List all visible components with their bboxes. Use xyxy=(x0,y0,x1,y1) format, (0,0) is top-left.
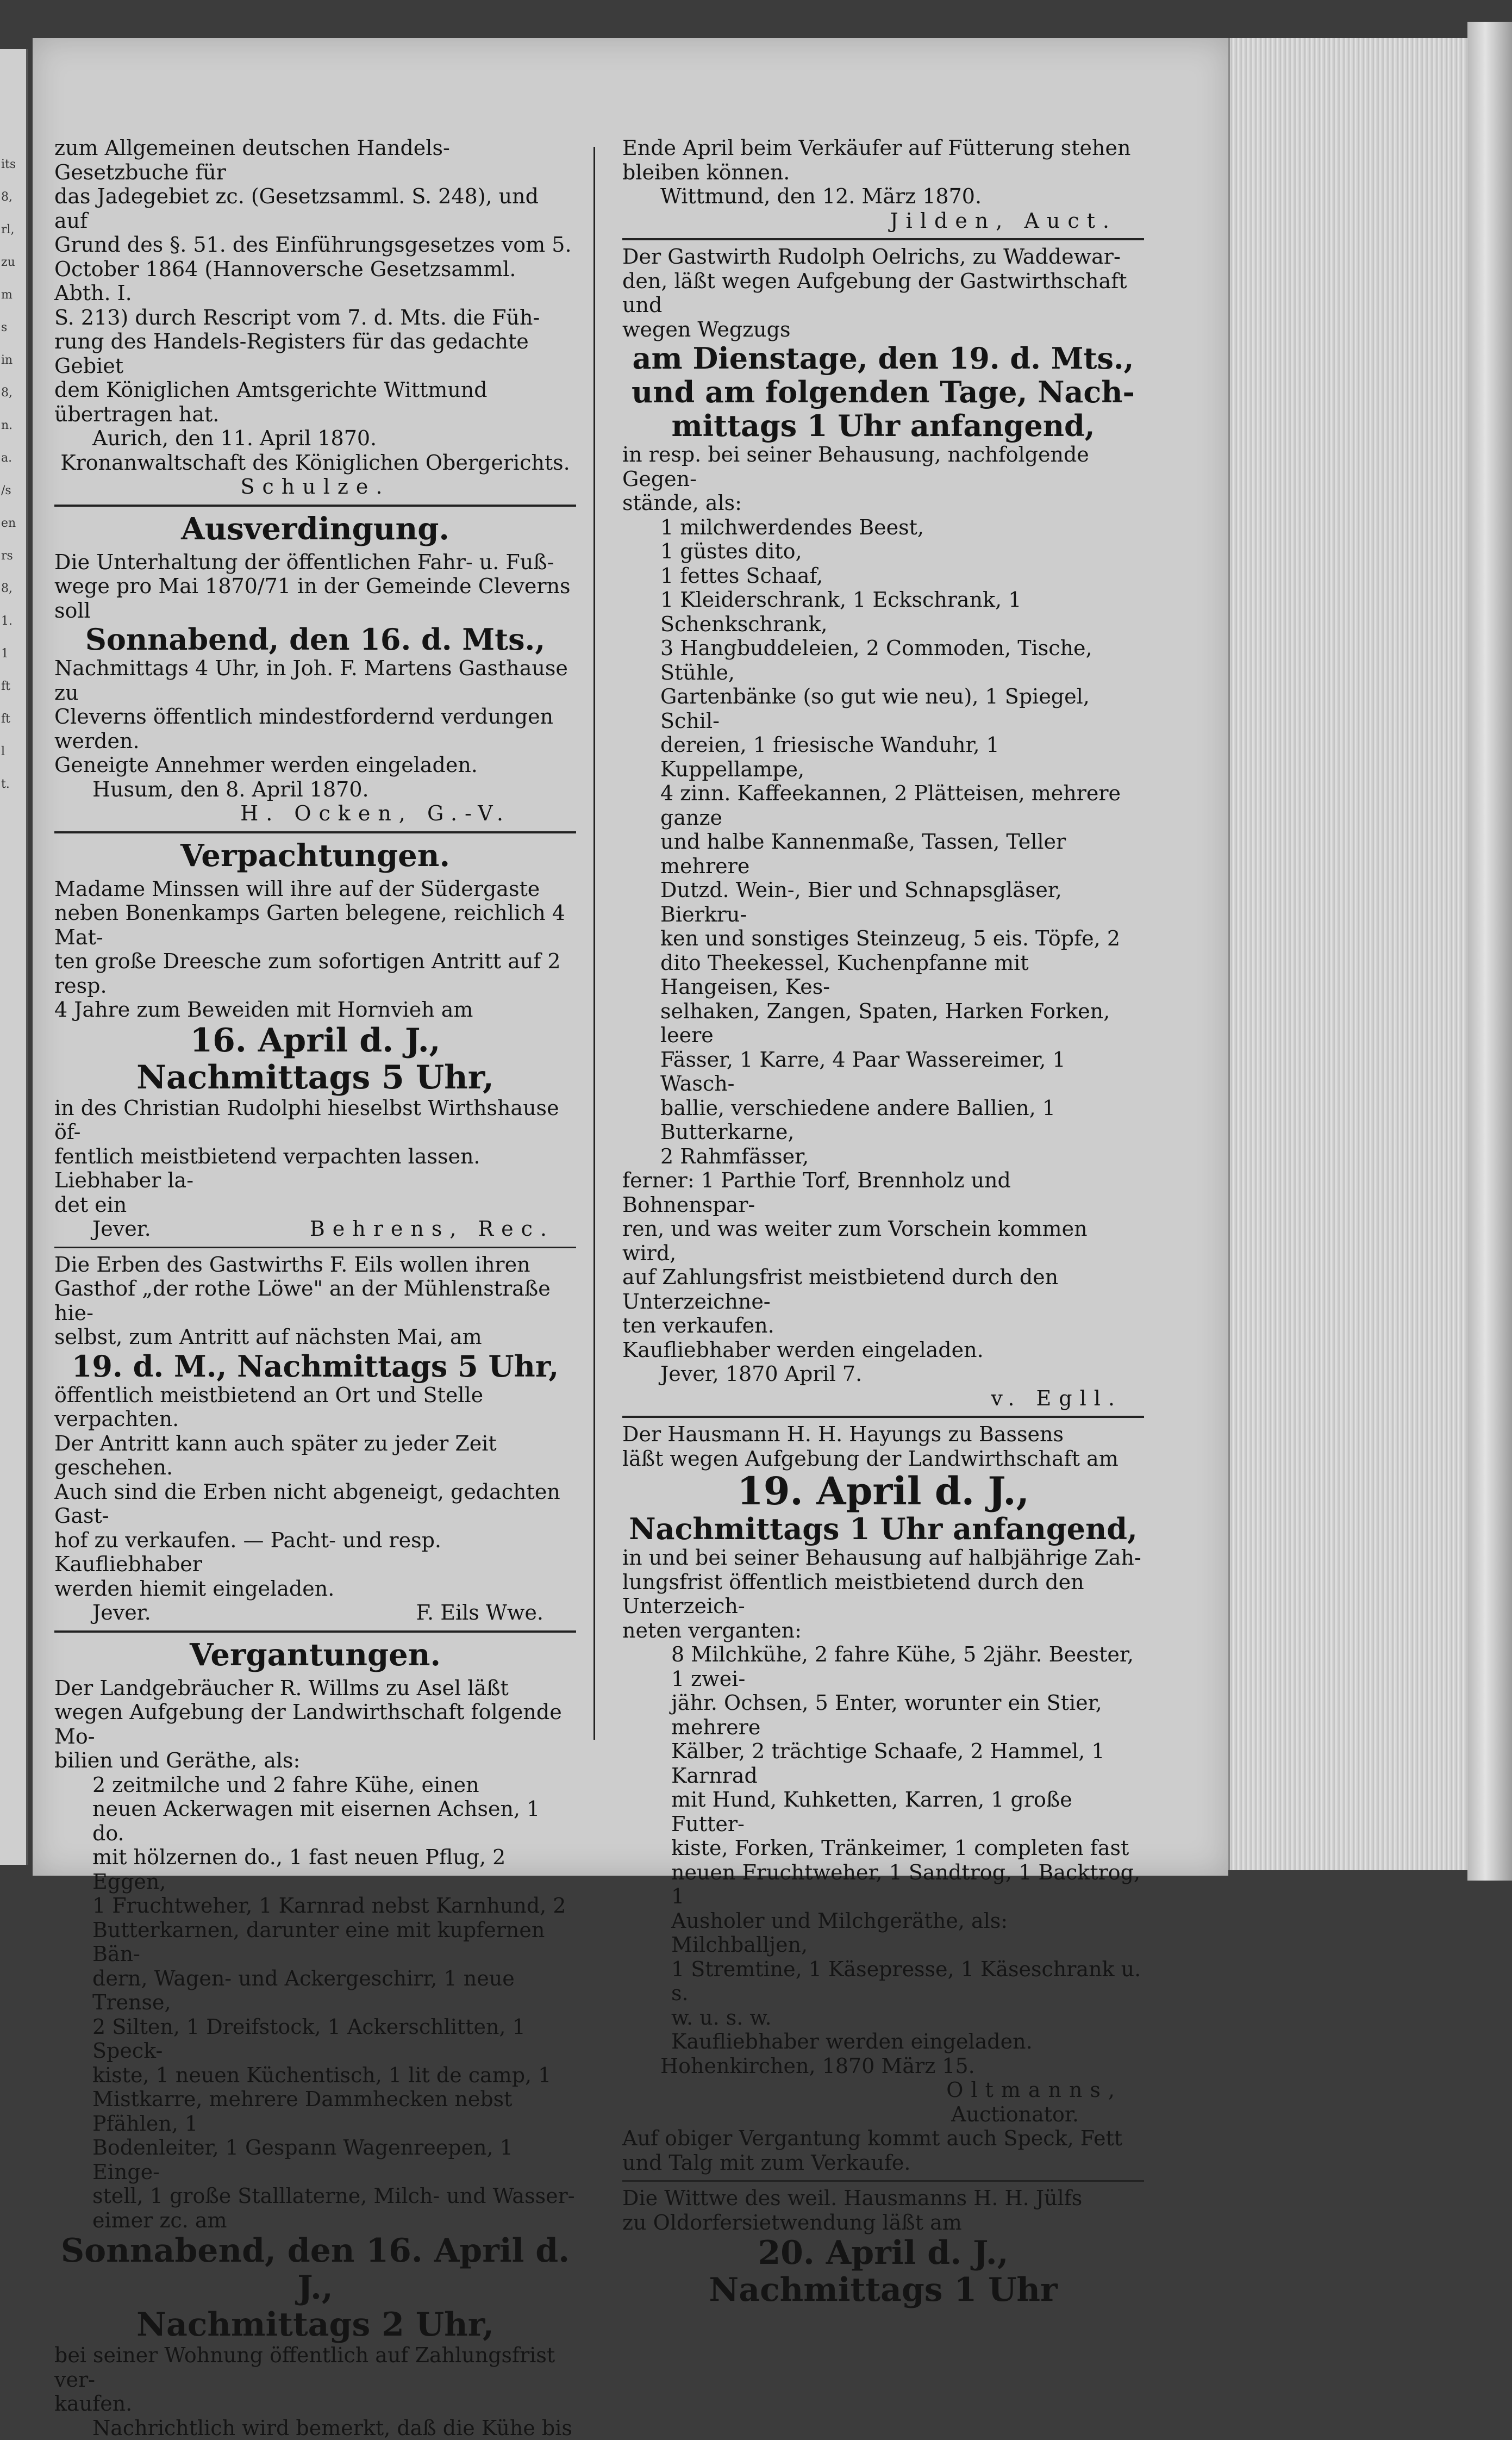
text-line: w. u. s. w. xyxy=(671,2006,1144,2030)
text-line: wegen Aufgebung der Landwirthschaft folgende Mo- xyxy=(54,1700,576,1748)
text-line: dereien, 1 friesische Wanduhr, 1 Kuppellampe, xyxy=(660,733,1144,781)
text-line: 1 fettes Schaaf, xyxy=(660,564,1144,588)
text-line: werden hiemit eingeladen. xyxy=(54,1577,576,1601)
margin-fragment: s xyxy=(1,321,7,334)
text-line: Nachmittags 4 Uhr, in Joh. F. Martens Gasthause zu xyxy=(54,656,576,705)
continuation-place-date: Wittmund, den 12. März 1870. xyxy=(622,184,1144,209)
verpachtungen-place: Jever. xyxy=(92,1217,151,1241)
text-line: 2 zeitmilche und 2 fahre Kühe, einen xyxy=(92,1773,576,1797)
text-line: Ausholer und Milchgeräthe, als: Milchballjen, xyxy=(671,1909,1144,1957)
text-line: übertragen hat. xyxy=(54,402,576,427)
text-line: kaufen. xyxy=(54,2392,576,2416)
eils-section xyxy=(54,1253,576,1625)
margin-fragment: en xyxy=(1,516,16,530)
text-line: stell, 1 große Stalllaterne, Milch- und Wasser- xyxy=(92,2184,576,2208)
section-separator xyxy=(54,1630,576,1633)
newspaper-page xyxy=(33,38,1228,1876)
hayungs-text xyxy=(622,1422,1144,1471)
section-separator xyxy=(622,238,1144,240)
verpachtungen-signature: Behrens, Rec. xyxy=(310,1217,576,1241)
vergantungen-time: Nachmittags 2 Uhr, xyxy=(54,2306,576,2343)
margin-fragment: /s xyxy=(1,484,11,497)
text-line: neten verganten: xyxy=(622,1619,1144,1643)
section-separator xyxy=(622,1416,1144,1418)
text-line: selhaken, Zangen, Spaten, Harken Forken, leere xyxy=(660,999,1144,1048)
text-line: stände, als: xyxy=(622,491,1144,515)
text-line: dito Theekessel, Kuchenpfanne mit Hangeisen, Kes- xyxy=(660,951,1144,999)
intro-signature: Schulze. xyxy=(54,475,576,499)
ausverdingung-section xyxy=(54,511,576,826)
text-line: neben Bonenkamps Garten belegene, reichlich 4 Mat- xyxy=(54,901,576,949)
text-line: 1 Stremtine, 1 Käsepresse, 1 Käseschrank u. s. xyxy=(671,1957,1144,2006)
text-line: in und bei seiner Behausung auf halbjährige Zah- xyxy=(622,1546,1144,1570)
text-line: Die Unterhaltung der öffentlichen Fahr- u. Fuß- xyxy=(54,550,576,575)
oelrichs-text xyxy=(622,245,1144,341)
text-line: 2 Rahmfässer, xyxy=(660,1144,1144,1169)
eils-text xyxy=(54,1253,576,1349)
margin-fragment: 1 xyxy=(1,647,9,661)
text-line: Kälber, 2 trächtige Schaafe, 2 Hammel, 1 Karnrad xyxy=(671,1739,1144,1788)
verpachtungen-text-2 xyxy=(54,1096,576,1217)
text-line: 1 Fruchtweher, 1 Karnrad nebst Karnhund, 2 xyxy=(92,1894,576,1918)
margin-fragment: l xyxy=(1,745,5,758)
text-line: Der Landgebräucher R. Willms zu Asel läßt xyxy=(54,1676,576,1701)
margin-fragment: zu xyxy=(1,256,15,269)
text-line: das Jadegebiet zc. (Gesetzsamml. S. 248), und auf xyxy=(54,184,576,233)
margin-fragment: ft xyxy=(1,680,10,693)
text-line: öffentlich meistbietend an Ort und Stelle verpachten. xyxy=(54,1383,576,1431)
vergantungen-text-2 xyxy=(54,2343,576,2416)
text-line: 8 Milchkühe, 2 fahre Kühe, 5 2jähr. Beester, 1 zwei- xyxy=(671,1642,1144,1691)
juelfs-text xyxy=(622,2186,1144,2234)
text-line: mit hölzernen do., 1 fast neuen Pflug, 2 Eggen, xyxy=(92,1845,576,1894)
text-line: 1 güstes dito, xyxy=(660,539,1144,564)
ausverdingung-signature: H. Ocken, G.-V. xyxy=(54,801,576,826)
oelrichs-signature: v. Egll. xyxy=(622,1386,1144,1411)
vergantungen-section xyxy=(54,1637,576,2440)
text-line: Fässer, 1 Karre, 4 Paar Wassereimer, 1 Wasch- xyxy=(660,1048,1144,1096)
section-separator xyxy=(54,505,576,507)
eils-text-2 xyxy=(54,1383,576,1601)
text-line: Bodenleiter, 1 Gespann Wagenreepen, 1 Einge- xyxy=(92,2136,576,2184)
margin-fragment: rl, xyxy=(1,223,15,236)
verpachtungen-footer xyxy=(54,1217,576,1241)
text-line: wird, xyxy=(622,1241,1144,1266)
text-line: S. 213) durch Rescript vom 7. d. Mts. die Füh- xyxy=(54,306,576,330)
margin-fragment: 8, xyxy=(1,582,13,595)
margin-fragment: rs xyxy=(1,549,13,563)
oelrichs-text-3 xyxy=(622,1265,1144,1362)
text-line: und am folgenden Tage, Nach- xyxy=(622,375,1144,409)
text-line: auf Zahlungsfrist meistbietend durch den Unterzeichne- xyxy=(622,1265,1144,1314)
continuation-text xyxy=(622,136,1144,184)
margin-fragment: its xyxy=(1,158,16,171)
text-line: ferner: 1 Parthie Torf, Brennholz und Bohnenspar- xyxy=(622,1168,1144,1217)
verpachtungen-section xyxy=(54,838,576,1241)
text-line: hof zu verkaufen. — Pacht- und resp. Kaufliebhaber xyxy=(54,1528,576,1577)
text-line: jähr. Ochsen, 5 Enter, worunter ein Stier, mehrere xyxy=(671,1691,1144,1739)
hayungs-section xyxy=(622,1422,1144,2175)
text-line: Gasthof „der rothe Löwe" an der Mühlenstraße hie- xyxy=(54,1277,576,1325)
oelrichs-items xyxy=(622,515,1144,1169)
text-line: Geneigte Annehmer werden eingeladen. xyxy=(54,753,576,777)
margin-fragment: m xyxy=(1,288,13,302)
text-line: Der Hausmann H. H. Hayungs zu Bassens xyxy=(622,1422,1144,1447)
vergantungen-items xyxy=(54,1773,576,2233)
margin-fragment: ft xyxy=(1,712,10,726)
eils-footer xyxy=(54,1601,576,1625)
juelfs-date: 20. April d. J., xyxy=(622,2234,1144,2271)
hayungs-signature: Oltmanns, xyxy=(622,2078,1144,2102)
text-line: in resp. bei seiner Behausung, nachfolgende Gegen- xyxy=(622,443,1144,491)
hayungs-place-date: Hohenkirchen, 1870 März 15. xyxy=(622,2054,1144,2078)
text-line: bei seiner Wohnung öffentlich auf Zahlungsfrist ver- xyxy=(54,2343,576,2392)
text-line: neuen Ackerwagen mit eisernen Achsen, 1 do. xyxy=(92,1797,576,1845)
text-line: zu Oldorfersietwendung läßt am xyxy=(622,2211,1144,2235)
previous-page-sliver xyxy=(0,49,28,1865)
oelrichs-date-block xyxy=(622,341,1144,443)
vergantungen-text xyxy=(54,1676,576,1773)
hayungs-invite: Kaufliebhaber werden eingeladen. xyxy=(622,2030,1144,2054)
text-line: Dutzd. Wein-, Bier und Schnapsgläser, Bierkru- xyxy=(660,878,1144,926)
text-line: dern, Wagen- und Ackergeschirr, 1 neue Trense, xyxy=(92,1966,576,2015)
margin-fragment: in xyxy=(1,353,13,367)
text-line: wege pro Mai 1870/71 in der Gemeinde Cleverns soll xyxy=(54,574,576,623)
oelrichs-text-2 xyxy=(622,443,1144,515)
text-line: ren, und was weiter zum Vorschein kommen xyxy=(622,1217,1144,1241)
hayungs-date: 19. April d. J., xyxy=(622,1471,1144,1512)
text-line: 1 Kleiderschrank, 1 Eckschrank, 1 Schenkschrank, xyxy=(660,588,1144,636)
eils-signature: F. Eils Wwe. xyxy=(416,1601,576,1625)
text-line: bleiben können. xyxy=(622,160,1144,185)
text-line: kiste, Forken, Tränkeimer, 1 completen fast xyxy=(671,1836,1144,1860)
margin-fragment: n. xyxy=(1,419,13,432)
eils-place: Jever. xyxy=(92,1601,151,1625)
continuation-signature: Jilden, Auct. xyxy=(622,209,1144,233)
juelfs-time: Nachmittags 1 Uhr xyxy=(622,2271,1144,2308)
text-line: ten große Dreesche zum sofortigen Antritt auf 2 resp. xyxy=(54,949,576,998)
section-separator xyxy=(54,1247,576,1248)
verpachtungen-time: Nachmittags 5 Uhr, xyxy=(54,1059,576,1096)
text-line: selbst, zum Antritt auf nächsten Mai, am xyxy=(54,1325,576,1349)
hayungs-signature-title: Auctionator. xyxy=(622,2102,1144,2127)
text-line: Auf obiger Vergantung kommt auch Speck, Fett xyxy=(622,2126,1144,2151)
right-column xyxy=(622,136,1144,2308)
text-line: 1 milchwerdendes Beest, xyxy=(660,515,1144,540)
text-line: 3 Hangbuddeleien, 2 Commoden, Tische, Stühle, xyxy=(660,636,1144,684)
text-line: Butterkarnen, darunter eine mit kupfernen Bän- xyxy=(92,1918,576,1966)
book-cover-edge xyxy=(1467,22,1512,1881)
text-line: mit Hund, Kuhketten, Karren, 1 große Futter- xyxy=(671,1788,1144,1836)
ausverdingung-text-2 xyxy=(54,656,576,777)
text-line: Die Wittwe des weil. Hausmanns H. H. Jülfs xyxy=(622,2186,1144,2211)
text-line: und Talg mit zum Verkaufe. xyxy=(622,2151,1144,2175)
text-line: Der Antritt kann auch später zu jeder Zeit geschehen. xyxy=(54,1431,576,1480)
text-line: in des Christian Rudolphi hieselbst Wirthshause öf- xyxy=(54,1096,576,1144)
hayungs-time: Nachmittags 1 Uhr anfangend, xyxy=(622,1512,1144,1546)
text-line: Cleverns öffentlich mindestfordernd verdungen werden. xyxy=(54,705,576,753)
margin-fragment: 1. xyxy=(1,614,13,628)
section-heading: Vergantungen. xyxy=(54,1637,576,1673)
text-line: 2 Silten, 1 Dreifstock, 1 Ackerschlitten, 1 Speck- xyxy=(92,2015,576,2063)
verpachtungen-text xyxy=(54,877,576,1022)
text-line: 4 zinn. Kaffeekannen, 2 Plätteisen, mehrere ganze xyxy=(660,781,1144,830)
ausverdingung-text xyxy=(54,550,576,623)
hayungs-note xyxy=(622,2126,1144,2175)
oelrichs-section xyxy=(622,245,1144,1410)
section-separator xyxy=(54,831,576,833)
juelfs-section xyxy=(622,2186,1144,2308)
hayungs-text-2 xyxy=(622,1546,1144,1642)
ausverdingung-date: Sonnabend, den 16. d. Mts., xyxy=(54,623,576,656)
text-line: Der Gastwirth Rudolph Oelrichs, zu Waddewar- xyxy=(622,245,1144,269)
verpachtungen-date: 16. April d. J., xyxy=(54,1022,576,1059)
text-line: lungsfrist öffentlich meistbietend durch den Unterzeich- xyxy=(622,1570,1144,1619)
text-line: Die Erben des Gastwirths F. Eils wollen ihren xyxy=(54,1253,576,1277)
section-separator xyxy=(622,2180,1144,2182)
text-line: Gartenbänke (so gut wie neu), 1 Spiegel, Schil- xyxy=(660,684,1144,733)
text-line: eimer zc. am xyxy=(92,2208,576,2233)
text-line: ballie, verschiedene andere Ballien, 1 Butterkarne, xyxy=(660,1096,1144,1144)
text-line: Auch sind die Erben nicht abgeneigt, gedachten Gast- xyxy=(54,1480,576,1528)
text-line: mittags 1 Uhr anfangend, xyxy=(622,409,1144,443)
intro-notice xyxy=(54,136,576,426)
text-line: bilien und Geräthe, als: xyxy=(54,1748,576,1773)
oelrichs-place-date: Jever, 1870 April 7. xyxy=(622,1362,1144,1386)
left-column xyxy=(54,136,576,2440)
text-line: am Dienstage, den 19. d. Mts., xyxy=(622,341,1144,375)
intro-authority: Kronanwaltschaft des Königlichen Obergerichts. xyxy=(54,451,576,475)
hayungs-items xyxy=(622,1642,1144,2030)
text-line: wegen Wegzugs xyxy=(622,318,1144,342)
text-line: Grund des §. 51. des Einführungsgesetzes vom 5. xyxy=(54,233,576,257)
vergantungen-note: Nachrichtlich wird bemerkt, daß die Kühe bis xyxy=(54,2416,576,2440)
text-line: rung des Handels-Registers für das gedachte Gebiet xyxy=(54,329,576,378)
text-line: neuen Fruchtweher, 1 Sandtrog, 1 Backtrog, 1 xyxy=(671,1860,1144,1909)
text-line: Ende April beim Verkäufer auf Fütterung stehen xyxy=(622,136,1144,160)
text-line: Madame Minssen will ihre auf der Südergaste xyxy=(54,877,576,901)
book-page-edges xyxy=(1228,38,1480,1870)
text-line: 4 Jahre zum Beweiden mit Hornvieh am xyxy=(54,998,576,1022)
text-line: dem Königlichen Amtsgerichte Wittmund xyxy=(54,378,576,402)
text-line: fentlich meistbietend verpachten lassen. Liebhaber la- xyxy=(54,1144,576,1193)
text-line: Mistkarre, mehrere Dammhecken nebst Pfählen, 1 xyxy=(92,2087,576,2136)
margin-fragment: 8, xyxy=(1,190,13,204)
margin-fragment: a. xyxy=(1,451,12,465)
column-divider xyxy=(593,147,595,1740)
text-line: und halbe Kannenmaße, Tassen, Teller mehrere xyxy=(660,830,1144,878)
text-line: kiste, 1 neuen Küchentisch, 1 lit de camp, 1 xyxy=(92,2063,576,2088)
text-line: den, läßt wegen Aufgebung der Gastwirthschaft und xyxy=(622,269,1144,318)
text-line: det ein xyxy=(54,1193,576,1217)
text-line: läßt wegen Aufgebung der Landwirthschaft am xyxy=(622,1447,1144,1471)
text-line: ten verkaufen. xyxy=(622,1314,1144,1338)
margin-fragment: 8, xyxy=(1,386,13,400)
ausverdingung-place-date: Husum, den 8. April 1870. xyxy=(54,777,576,802)
section-heading: Ausverdingung. xyxy=(54,511,576,547)
text-line: ken und sonstiges Steinzeug, 5 eis. Töpfe, 2 xyxy=(660,926,1144,951)
margin-fragment: t. xyxy=(1,777,10,791)
text-line: Kaufliebhaber werden eingeladen. xyxy=(622,1338,1144,1362)
intro-place-date: Aurich, den 11. April 1870. xyxy=(54,426,576,451)
text-line: October 1864 (Hannoversche Gesetzsamml. Abth. I. xyxy=(54,257,576,306)
oelrichs-ferner xyxy=(622,1168,1144,1265)
text-line: zum Allgemeinen deutschen Handels-Gesetzbuche für xyxy=(54,136,576,184)
section-heading: Verpachtungen. xyxy=(54,838,576,874)
eils-date: 19. d. M., Nachmittags 5 Uhr, xyxy=(54,1349,576,1383)
vergantungen-date: Sonnabend, den 16. April d. J., xyxy=(54,2232,576,2306)
